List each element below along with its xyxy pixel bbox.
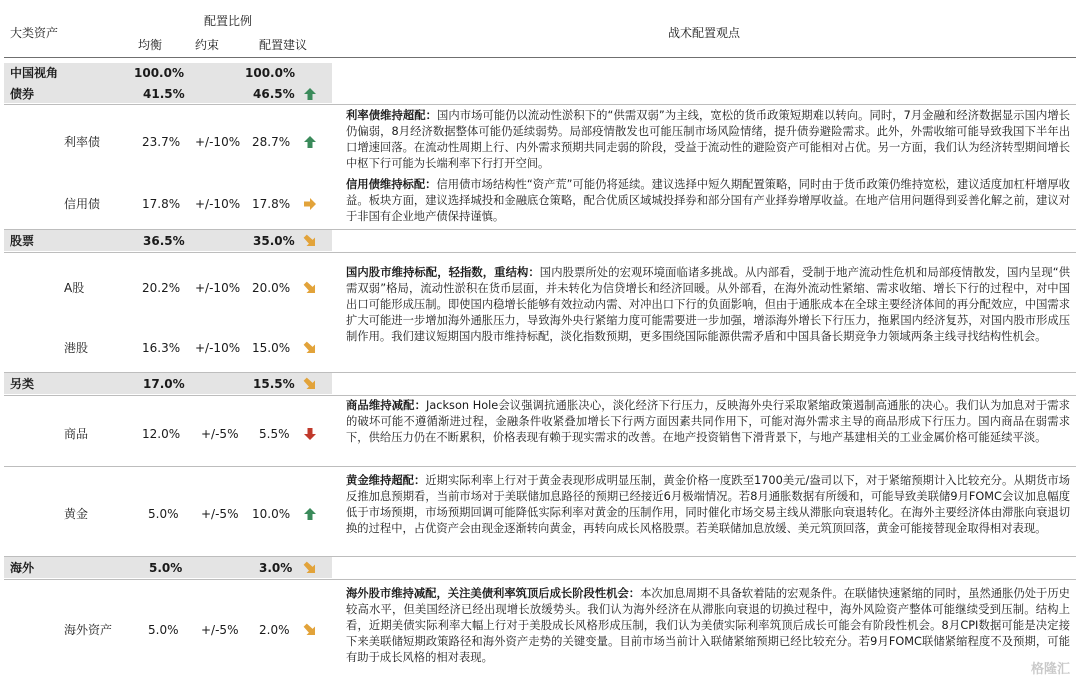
arrow-down-right-icon: [303, 341, 317, 355]
row-name-a-shares: A股: [64, 281, 85, 295]
view-commodities: [346, 398, 1070, 446]
row-name-equities: 股票: [10, 234, 35, 248]
arrow-up-icon: [303, 87, 317, 101]
watermark-logo: 格隆汇: [1030, 662, 1070, 677]
row-balanced-a-shares: 20.2%: [142, 281, 181, 295]
row-balanced-alternatives: 17.0%: [143, 377, 185, 391]
divider: [4, 229, 1076, 230]
row-balanced-gold: 5.0%: [148, 507, 179, 521]
view-credit-bonds: [346, 177, 1070, 225]
view-lead: 信用债维持标配：: [346, 178, 437, 191]
view-body: Jackson Hole会议强调抗通胀决心，淡化经济下行压力，反映海外央行采取紧缩政策遏制高通胀的决心。我们认为加息对于需求的破坏可能不遵循渐进过程，金融条件收紧叠加增长下行两方面因素共同作用下，可能对海外需求主导的商品形成下行压力。国内商品在弱需求下，供给压力仍在不断累积，价格表现有赖于现实需求的改善。在地产投资销售下滑背景下，与地产基建相关的工业金属价格可能延续平淡。: [346, 399, 1070, 444]
arrow-up-icon: [303, 135, 317, 149]
view-body: 国内股票所处的宏观环境面临诸多挑战。从内部看，受制于地产流动性危机和局部疫情散发，国内呈现“供需双弱”格局，流动性淤积在货币层面，并未转化为信贷增长和经济回暖。从外部看，在海外流动性紧缩、需求收缩、增长下行的过程中，对中国出口可能形成压制。即使国内稳增长能够有效拉动内需、对冲出口下行的负面影响，但由于通胀成本在全球主要经济体间的再分配效应，中国需求扩大可能进一步增加海外通胀压力，导致海外央行紧缩力度可能需要进一步加强，增添海外增长下行压力，拖累国内经济复苏，对国内股市形成压制作用。我们建议短期国内股市维持标配，淡化指数预期，更多围绕国际能源供需矛盾和中国具备长期竞争力领域两条主线寻找结构性机会。: [346, 266, 1070, 343]
arrow-down-right-icon: [303, 623, 317, 637]
row-balanced-bonds: 41.5%: [143, 87, 185, 101]
arrow-down-right-icon: [303, 234, 317, 248]
arrow-down-icon: [303, 427, 317, 441]
row-suggestion-hk-shares: 15.0%: [252, 341, 291, 355]
row-name-china-view: 中国视角: [10, 66, 59, 80]
row-constraint-overseas-assets: +/-5%: [201, 623, 239, 637]
row-balanced-china-view: 100.0%: [134, 66, 184, 80]
view-body: 近期实际利率上行对于黄金表现形成明显压制，黄金价格一度跌至1700美元/盎司以下，对于紧缩预期计入比较充分。从期货市场反推加息预期看，当前市场对于美联储加息路径的预期已经接近6月极端情况。若8月通胀数据有所缓和，可能导致美联储9月FOMC会议加息幅度低于市场预期，市场预期回调可能降低实际利率对黄金的压制作用，同时催化市场交易主线从滞胀向衰退转化。在海外主要经济体由滞胀向衰退切换的过程中，占优资产会由现金逐渐转向黄金，再转向成长风格股票。若美联储加息放缓、美元筑顶回落，黄金可能接替现金取得相对表现。: [346, 474, 1070, 535]
row-name-alternatives: 另类: [10, 377, 35, 391]
view-body: 信用债市场结构性“资产荒”可能仍将延续。建议选择中短久期配置策略，同时由于货币政策仍维持宽松，建议适度加杠杆增厚收益。板块方面，建议选择城投和金融底仓策略，配合优质区域城投择券和部分国有产业择券增厚收益。在地产信用问题得到妥善化解之前，建议对于非国有企业地产债保持谨慎。: [346, 178, 1070, 223]
arrow-up-icon: [303, 507, 317, 521]
header-tactical-view: 战术配置观点: [668, 26, 741, 40]
row-balanced-overseas: 5.0%: [149, 561, 183, 575]
arrow-down-right-icon: [303, 281, 317, 295]
row-name-rate-bonds: 利率债: [64, 135, 101, 149]
divider: [4, 579, 1076, 580]
arrow-down-right-icon: [303, 377, 317, 391]
view-lead: 黄金维持超配：: [346, 474, 426, 487]
row-suggestion-commodities: 5.5%: [259, 427, 290, 441]
row-suggestion-alternatives: 15.5%: [253, 377, 295, 391]
header-balanced: 均衡: [138, 38, 163, 52]
row-name-commodities: 商品: [64, 427, 89, 441]
row-name-overseas: 海外: [10, 561, 35, 575]
view-lead: 商品维持减配：: [346, 399, 427, 412]
row-constraint-credit-bonds: +/-10%: [195, 197, 241, 211]
row-name-bonds: 债券: [10, 87, 35, 101]
divider: [4, 372, 1076, 373]
divider: [4, 252, 1076, 253]
row-balanced-hk-shares: 16.3%: [142, 341, 181, 355]
row-constraint-commodities: +/-5%: [201, 427, 239, 441]
row-balanced-commodities: 12.0%: [142, 427, 181, 441]
row-suggestion-a-shares: 20.0%: [252, 281, 291, 295]
header-allocation-ratio: 配置比例: [204, 14, 253, 28]
view-lead: 利率债维持超配：: [346, 109, 437, 122]
row-name-hk-shares: 港股: [64, 341, 89, 355]
row-suggestion-credit-bonds: 17.8%: [252, 197, 291, 211]
row-constraint-hk-shares: +/-10%: [195, 341, 241, 355]
row-balanced-credit-bonds: 17.8%: [142, 197, 181, 211]
view-rate-bonds: [346, 108, 1070, 172]
divider: [4, 395, 1076, 396]
row-constraint-a-shares: +/-10%: [195, 281, 241, 295]
row-suggestion-equities: 35.0%: [253, 234, 295, 248]
divider: [4, 466, 1076, 467]
row-suggestion-china-view: 100.0%: [245, 66, 295, 80]
view-domestic-equities: [346, 265, 1070, 345]
row-name-credit-bonds: 信用债: [64, 197, 101, 211]
header-asset-class: 大类资产: [10, 26, 59, 40]
row-constraint-gold: +/-5%: [201, 507, 239, 521]
view-lead: 国内股市维持标配，轻指数，重结构：: [346, 266, 540, 279]
row-name-gold: 黄金: [64, 507, 89, 521]
row-balanced-equities: 36.5%: [143, 234, 185, 248]
row-balanced-overseas-assets: 5.0%: [148, 623, 179, 637]
view-gold: [346, 473, 1070, 537]
row-suggestion-overseas: 3.0%: [259, 561, 293, 575]
row-suggestion-bonds: 46.5%: [253, 87, 295, 101]
view-overseas-assets: [346, 586, 1070, 666]
header-constraint: 约束: [195, 38, 220, 52]
header-suggestion: 配置建议: [259, 38, 308, 52]
divider: [4, 104, 1076, 105]
row-name-overseas-assets: 海外资产: [64, 623, 113, 637]
row-suggestion-overseas-assets: 2.0%: [259, 623, 290, 637]
row-suggestion-gold: 10.0%: [252, 507, 291, 521]
view-body: 本次加息周期不具备软着陆的宏观条件。在联储快速紧缩的同时，虽然通胀仍处于历史较高水平，但美国经济已经出现增长放缓势头。我们认为海外经济在从滞胀向衰退的切换过程中，海外风险资产整体可能继续受到压制。结构上看，近期美债实际利率大幅上行对于美股成长风格形成压制，我们认为美债实际利率筑顶后成长可能会有阶段性机会。8月CPI数据可能是决定接下来美联储短期政策路径和海外资产走势的关键变量。目前市场当前计入联储紧缩预期已经比较充分。若9月FOMC联储紧缩程度不及预期，可能有助于成长风格的相对表现。: [346, 587, 1070, 664]
view-body: 国内市场可能仍以流动性淤积下的“供需双弱”为主线，宽松的货币政策短期难以转向。同时，7月金融和经济数据显示国内增长仍偏弱，8月经济数据整体可能仍延续弱势。局部疫情散发也可能压制市场风险情绪，提升债券避险需求。此外，外需收缩可能导致我国下半年出口增速回落。在流动性周期上行、内外需求预期共同走弱的阶段，受益于流动性的避险资产可能相对占优。另一方面，我们认为经济转型期间增长中枢下行可能为长端利率下行打开空间。: [346, 109, 1070, 170]
arrow-right-icon: [303, 197, 317, 211]
row-suggestion-rate-bonds: 28.7%: [252, 135, 291, 149]
header-divider: [4, 57, 1076, 58]
row-balanced-rate-bonds: 23.7%: [142, 135, 181, 149]
divider: [4, 556, 1076, 557]
arrow-down-right-icon: [303, 561, 317, 575]
view-lead: 海外股市维持减配，关注美债利率筑顶后成长阶段性机会：: [346, 587, 641, 600]
row-constraint-rate-bonds: +/-10%: [195, 135, 241, 149]
